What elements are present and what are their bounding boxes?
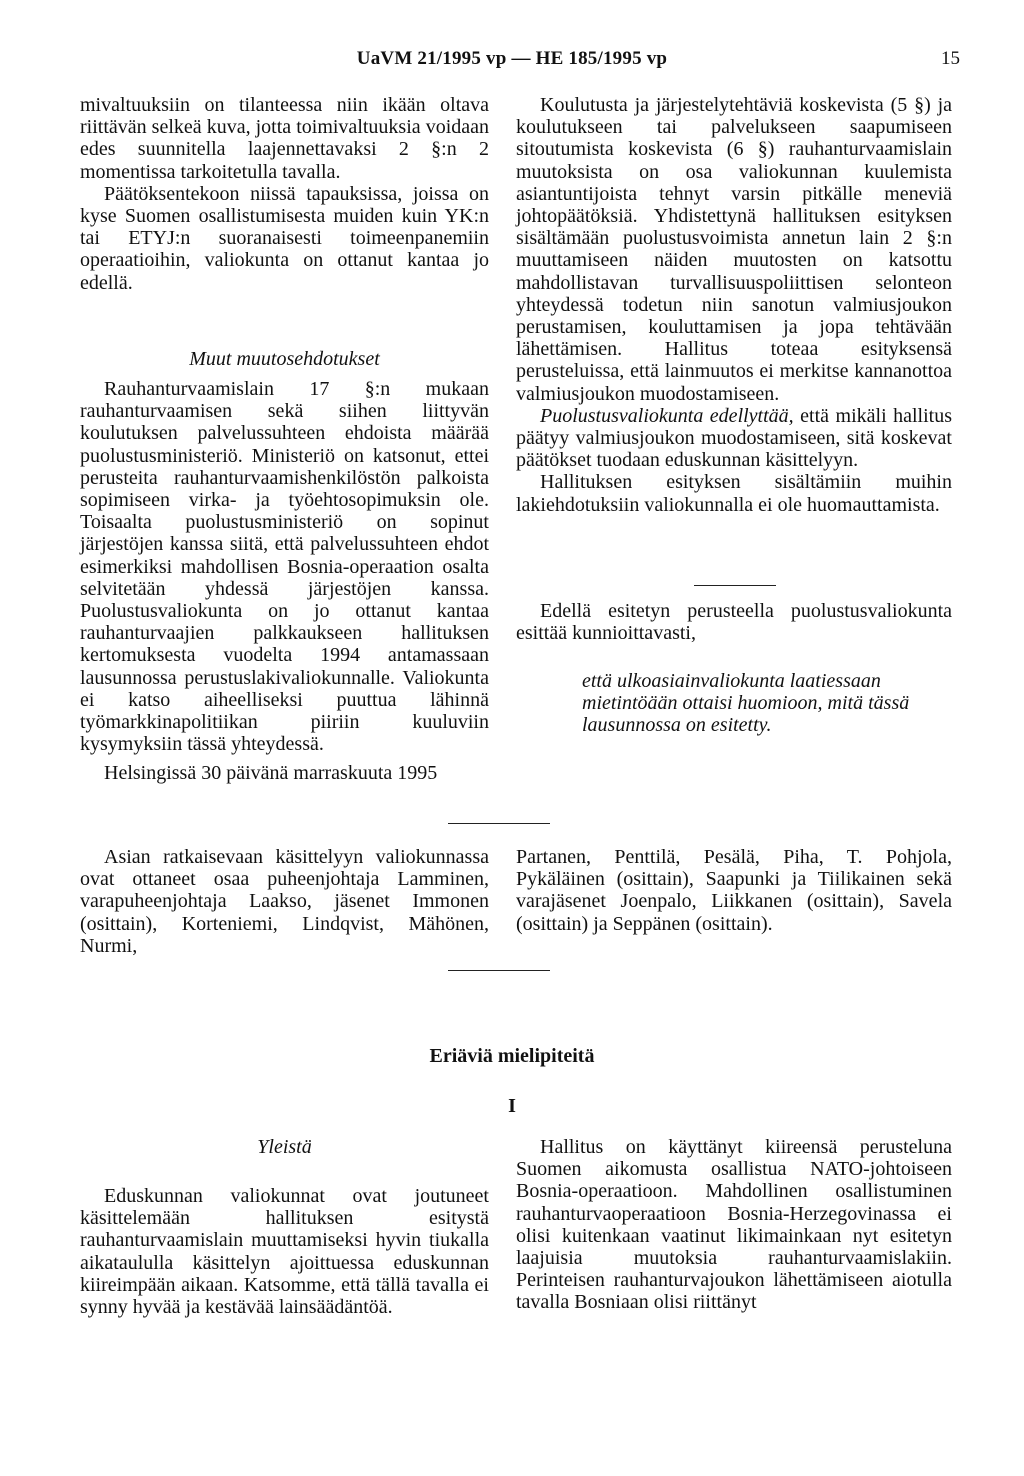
right-column-top xyxy=(516,94,952,516)
participants-left: Asian ratkaisevaan käsittelyyn valiokunnassa ovat ottaneet osaa puheenjohtaja Lamminen, varapuheenjohtaja Laakso, jäsenet Immonen (osittain), Korteniemi, Lindqvist, Mähönen, Nurmi, xyxy=(80,846,489,957)
place-and-date: Helsingissä 30 päivänä marraskuuta 1995 xyxy=(104,762,438,784)
running-title: UaVM 21/1995 vp — HE 185/1995 vp xyxy=(356,48,668,69)
dissent-left-column: Eduskunnan valiokunnat ovat joutuneet käsittelemään hallituksen esitystä rauhanturvaamislain muuttamiseksi hyvin tiukalla aikataululla käsittelyn ajoittuessa eduskunnan kiireimpään aikaan. Katsomme, että tällä tavalla ei synny hyvää ja kestävää lainsäädäntöä. xyxy=(80,1185,489,1319)
divider xyxy=(694,585,776,586)
left-column-top xyxy=(80,94,489,294)
paragraph: Hallituksen esityksen sisältämiin muihin lakiehdotuksiin valiokunnalla ei ole huomauttamista. xyxy=(516,471,952,516)
paragraph: Päätöksentekoon niissä tapauksissa, joissa on kyse Suomen osallistumisesta muiden kuin YK:n tai ETYJ:n suoranaisesti toimeenpanemiin operaatioihin, valiokunta on ottanut kantaa jo edellä. xyxy=(80,182,489,294)
participants-right: Partanen, Penttilä, Pesälä, Piha, T. Pohjola, Pykäläinen (osittain), Saapunki ja Tiilikainen sekä varajäsenet Joenpalo, Liikkanen (osittain), Savela (osittain) ja Seppänen (osittain). xyxy=(516,846,952,935)
proposal-text: että ulkoasiainvaliokunta laatiessaan mietintöään ottaisi huomioon, mitä tässä lausunnossa on esitetty. xyxy=(582,670,910,737)
page-number: 15 xyxy=(941,48,960,69)
paragraph: Puolustusvaliokunta edellyttää, että mikäli hallitus päätyy valmiusjoukon muodostamiseen, sitä koskevat päätökset tuodaan eduskunnan käsittelyyn. xyxy=(516,404,952,472)
paragraph: Koulutusta ja järjestelytehtäviä koskevista (5 §) ja koulutukseen tai palvelukseen saapumiseen sitoutumista koskevista (6 §) rauhanturvaamislain muutoksista on osa valiokunnan kuulemista asiantuntijoista tehnyt varsin pitkälle meneviä johtopäätöksiä. Yhdistettynä hallituksen esityksen sisältämään puolustusvoimista annetun lain 2 §:n muuttamiseen näiden muutosten on katsottu mahdollistavan turvallisuuspoliittisen selonteon yhteydessä todetun niin sanotun valmiusjoukon perustamisen, kouluttamisen ja jopa tehtävään lähettämisen. Hallitus toteaa esityksensä perusteluissa, että lainmuutos ei merkitse kannanottoa valmiusjoukon muodostamiseen. xyxy=(516,94,952,405)
section-subheading: Muut muutosehdotukset xyxy=(189,348,380,370)
divider xyxy=(448,970,550,971)
paragraph: mivaltuuksiin on tilanteessa niin ikään oltava riittävän selkeä kuva, jotta toimivaltuuksia voidaan edes suunnitella laajennettavaksi 2 §:n 2 momentissa tarkoitetulla tavalla. xyxy=(80,94,489,183)
section-subheading: Yleistä xyxy=(257,1136,312,1158)
dissent-right-column: Hallitus on käyttänyt kiireensä perusteluna Suomen aikomusta osallistua NATO-johtoiseen Bosnia-operaatioon. Mahdollinen osallistuminen rauhanturvaoperaatioon Bosnia-Herzegovinassa ei olisi kuitenkaan vaatinut likimainkaan nyt esitetyn laajuisia muutoksia rauhanturvaamislakiin. Perinteisen rauhanturvajoukon lähettämiseen aiotulla tavalla Bosniaan olisi riittänyt xyxy=(516,1136,952,1314)
roman-numeral: I xyxy=(508,1095,516,1117)
section-title: Eriäviä mielipiteitä xyxy=(429,1045,595,1067)
left-column-middle xyxy=(80,378,489,755)
divider xyxy=(448,823,550,824)
page-header xyxy=(0,48,1024,72)
proposal-intro: Edellä esitetyn perusteella puolustusvaliokunta esittää kunnioittavasti, xyxy=(516,600,952,645)
paragraph: Rauhanturvaamislain 17 §:n mukaan rauhanturvaamisen sekä siihen liittyvän koulutuksen palvelussuhteen ehdoista määrää puolustusministeriö. Ministeriö on katsonut, ettei perusteita rauhanturvaamishenkilöstön palkoista sopimiseen virka- ja työehtosopimuksin ole. Toisaalta puolustusministeriö on sopinut järjestöjen kanssa siitä, että palvelussuhteen ehdot esimerkiksi mahdollisen Bosnia-operaation osalta selvitetään yhdessä järjestöjen kanssa. Puolustusvaliokunta on jo ottanut kantaa rauhanturvaajien palkkaukseen hallituksen kertomuksesta vuodelta 1994 antamassaan lausunnossa perustuslakivaliokunnalle. Valiokunta ei katso aiheelliseksi puuttua lähinnä työmarkkinapolitiikan piiriin kuuluviin kysymyksiin tässä yhteydessä. xyxy=(80,378,489,756)
emphasis: Puolustusvaliokunta edellyttää, xyxy=(540,404,794,427)
